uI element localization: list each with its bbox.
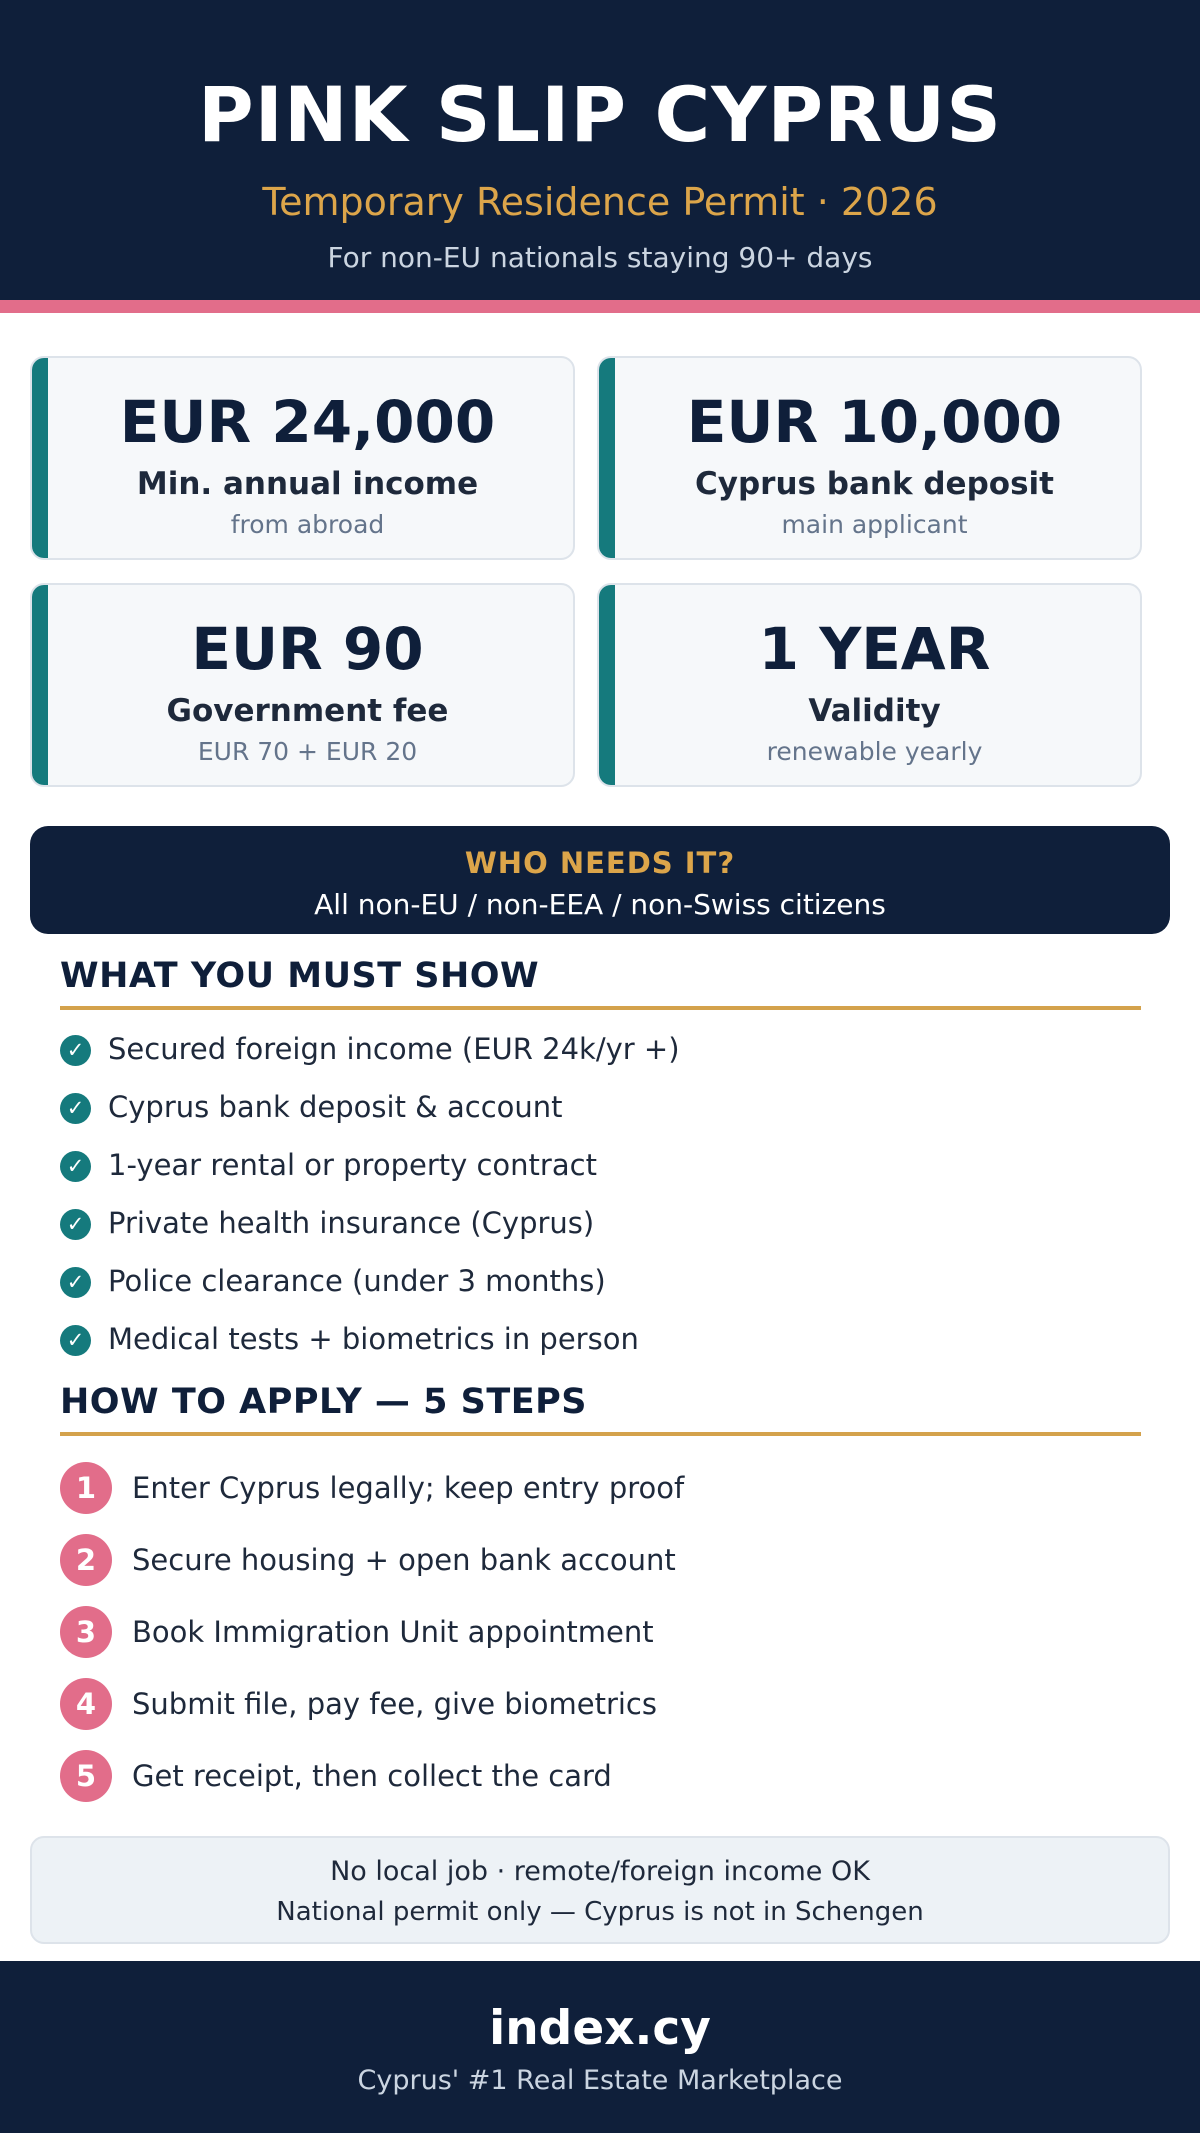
header-banner [0, 0, 1200, 300]
stat-sub: from abroad [230, 510, 385, 539]
step-item [60, 1678, 1060, 1732]
check-icon: ✓ [60, 1093, 91, 1124]
requirement-text: Medical tests + biometrics in person [108, 1322, 639, 1356]
footer-brand-logo[interactable]: index.cy [489, 2001, 711, 2056]
step-text: Secure housing + open bank account [132, 1543, 676, 1577]
requirement-text: Police clearance (under 3 months) [108, 1264, 606, 1298]
stat-sub: renewable yearly [766, 737, 983, 766]
header-note: For non-EU nationals staying 90+ days [327, 241, 873, 274]
stat-card-deposit [597, 356, 1142, 560]
stat-label: Validity [808, 693, 941, 729]
step-number-badge: 1 [60, 1462, 112, 1514]
requirement-item [60, 1264, 1060, 1304]
stat-label: Min. annual income [136, 466, 479, 502]
steps-heading: HOW TO APPLY — 5 STEPS [60, 1382, 587, 1422]
requirement-text: 1-year rental or property contract [108, 1148, 597, 1182]
section-divider [60, 1006, 1141, 1010]
page-title: PINK SLIP CYPRUS [197, 70, 1003, 159]
who-text: All non-EU / non-EEA / non-Swiss citizens [314, 888, 886, 921]
footer-tagline: Cyprus' #1 Real Estate Marketplace [357, 2065, 843, 2096]
footer [0, 1961, 1200, 2133]
stat-value: EUR 24,000 [119, 388, 496, 456]
stat-value: EUR 90 [191, 615, 424, 683]
section-divider [60, 1432, 1141, 1436]
step-text: Enter Cyprus legally; keep entry proof [132, 1471, 685, 1505]
stat-value: 1 YEAR [758, 615, 991, 683]
check-icon: ✓ [60, 1209, 91, 1240]
check-icon: ✓ [60, 1151, 91, 1182]
step-item [60, 1750, 1060, 1804]
step-number-badge: 3 [60, 1606, 112, 1658]
who-title: WHO NEEDS IT? [464, 846, 736, 880]
step-text: Book Immigration Unit appointment [132, 1615, 654, 1649]
check-icon: ✓ [60, 1035, 91, 1066]
stat-card-validity [597, 583, 1142, 787]
step-item [60, 1606, 1060, 1660]
info-line: National permit only — Cyprus is not in Schengen [276, 1897, 924, 1927]
check-icon: ✓ [60, 1325, 91, 1356]
stat-card-fee [30, 583, 575, 787]
info-note-box [30, 1836, 1170, 1944]
requirement-item [60, 1206, 1060, 1246]
step-text: Submit file, pay fee, give biometrics [132, 1687, 657, 1721]
who-needs-it-banner [30, 826, 1170, 934]
stat-card-income [30, 356, 575, 560]
requirements-heading: WHAT YOU MUST SHOW [60, 956, 540, 996]
check-icon: ✓ [60, 1267, 91, 1298]
requirement-text: Secured foreign income (EUR 24k/yr +) [108, 1032, 680, 1066]
page-subtitle: Temporary Residence Permit · 2026 [262, 180, 938, 224]
stat-value: EUR 10,000 [686, 388, 1063, 456]
info-line: No local job · remote/foreign income OK [330, 1856, 870, 1887]
requirement-item [60, 1148, 1060, 1188]
requirement-item [60, 1032, 1060, 1072]
step-number-badge: 4 [60, 1678, 112, 1730]
step-number-badge: 5 [60, 1750, 112, 1802]
requirement-text: Private health insurance (Cyprus) [108, 1206, 595, 1240]
requirement-item [60, 1090, 1060, 1130]
step-number-badge: 2 [60, 1534, 112, 1586]
step-text: Get receipt, then collect the card [132, 1759, 612, 1793]
accent-divider [0, 300, 1200, 313]
stat-sub: main applicant [781, 510, 968, 539]
stat-sub: EUR 70 + EUR 20 [197, 737, 418, 766]
step-item [60, 1534, 1060, 1588]
stat-label: Cyprus bank deposit [695, 466, 1054, 502]
step-item [60, 1462, 1060, 1516]
requirement-text: Cyprus bank deposit & account [108, 1090, 563, 1124]
stat-label: Government fee [166, 693, 449, 729]
requirement-item [60, 1322, 1060, 1362]
